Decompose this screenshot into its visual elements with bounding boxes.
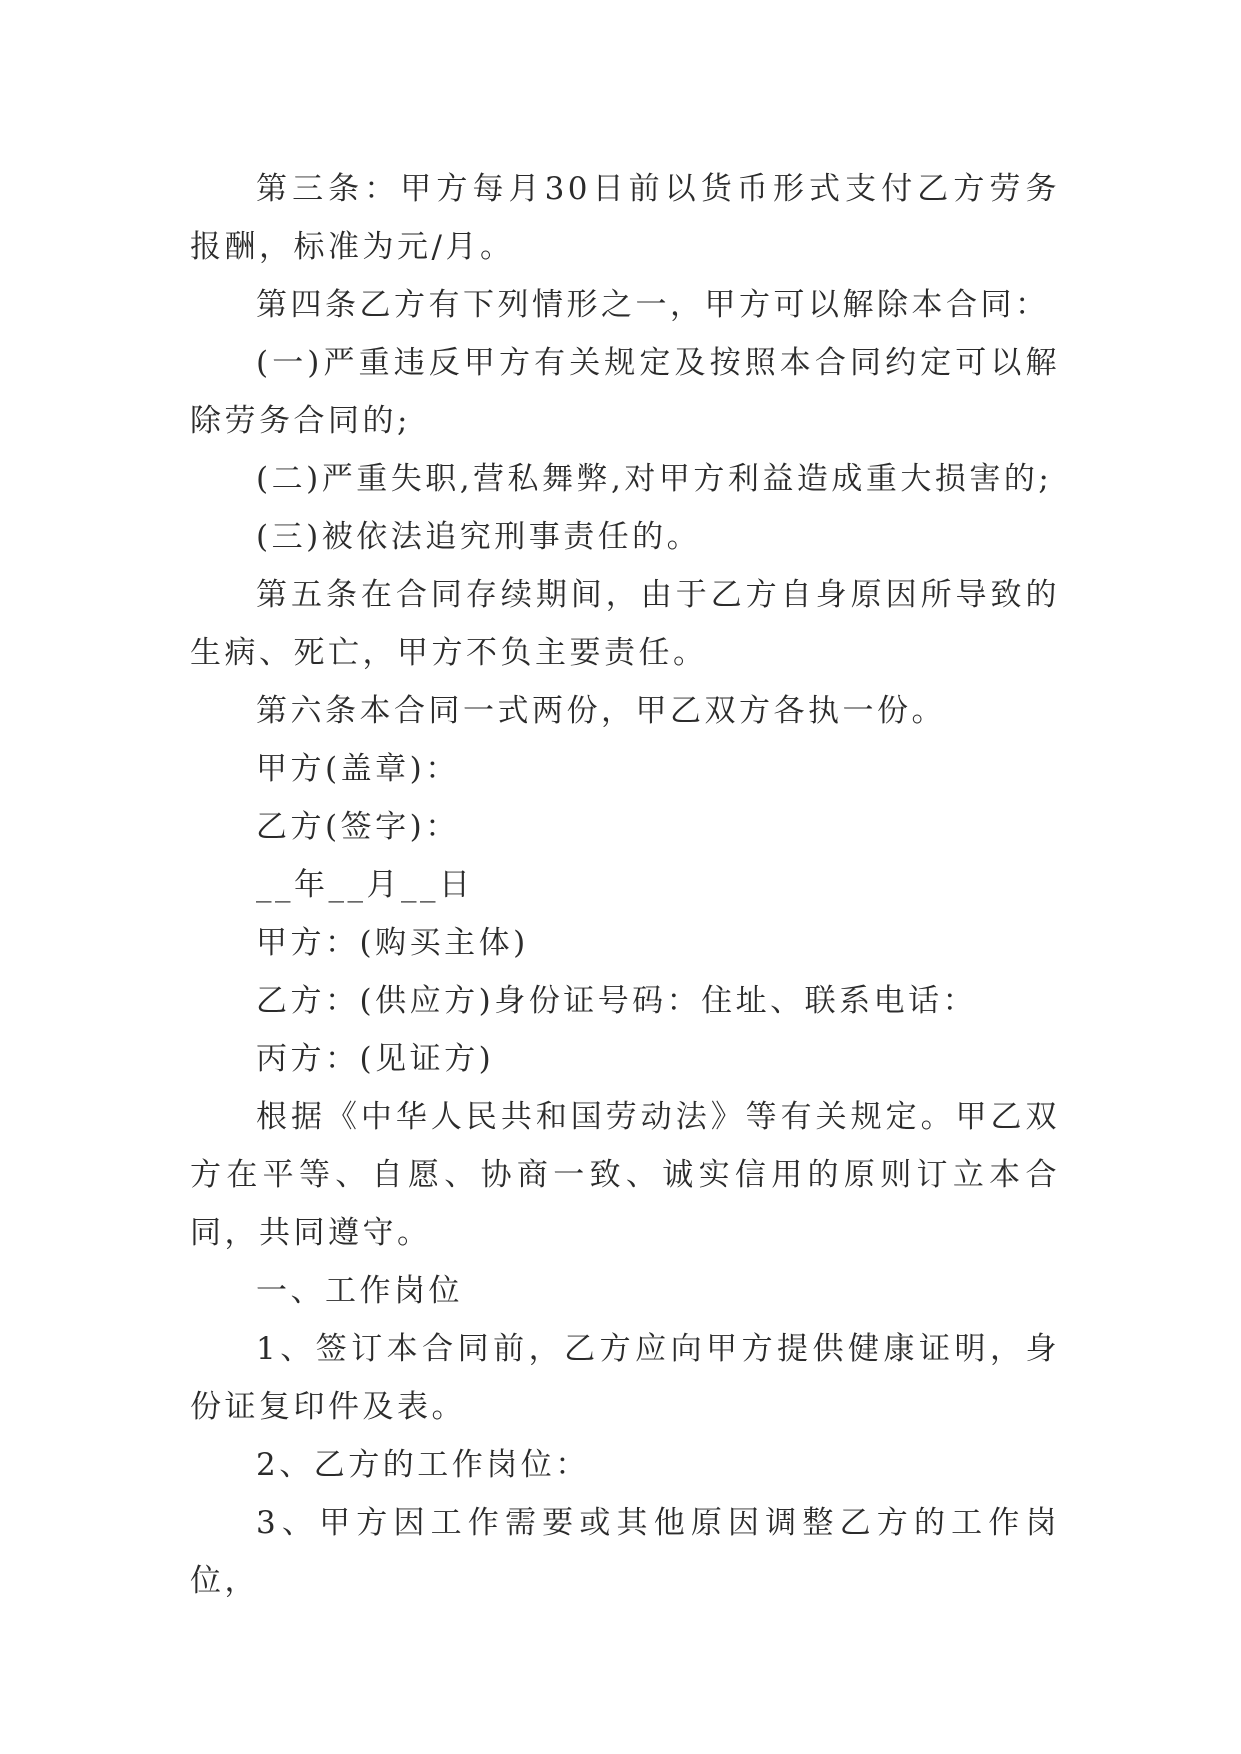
paragraph-preamble: 根据《中华人民共和国劳动法》等有关规定。甲乙双方在平等、自愿、协商一致、诚实信用的原则订立本合同，共同遵守。 (190, 1099, 1060, 1251)
date-line: __年__月__日 (256, 867, 474, 903)
paragraph-article-5: 第五条在合同存续期间，由于乙方自身原因所导致的生病、死亡，甲方不负主要责任。 (190, 577, 1060, 671)
paragraph-article-3: 第三条：甲方每月30日前以货币形式支付乙方劳务报酬，标准为元/月。 (190, 171, 1060, 265)
paragraph-item-2: 2、乙方的工作岗位： (256, 1447, 590, 1483)
paragraph-clause-1: (一)严重违反甲方有关规定及按照本合同约定可以解除劳务合同的; (190, 345, 1060, 439)
paragraph-article-4: 第四条乙方有下列情形之一，甲方可以解除本合同： (256, 287, 1050, 323)
section-heading-work-position: 一、工作岗位 (256, 1273, 463, 1309)
party-c-line: 丙方：(见证方) (256, 1041, 495, 1077)
party-b-line: 乙方：(供应方)身份证号码：住址、联系电话： (256, 983, 978, 1019)
party-a-seal-line: 甲方(盖章)： (256, 751, 460, 787)
paragraph-article-6: 第六条本合同一式两份，甲乙双方各执一份。 (256, 693, 946, 729)
document-body (190, 160, 1060, 1610)
party-b-signature-line: 乙方(签字)： (256, 809, 460, 845)
paragraph-item-1: 1、签订本合同前，乙方应向甲方提供健康证明，身份证复印件及表。 (190, 1331, 1060, 1425)
paragraph-item-3: 3、甲方因工作需要或其他原因调整乙方的工作岗位， (190, 1505, 1060, 1599)
party-a-line: 甲方：(购买主体) (256, 925, 529, 961)
paragraph-clause-3: (三)被依法追究刑事责任的。 (256, 519, 702, 555)
paragraph-clause-2: (二)严重失职,营私舞弊,对甲方利益造成重大损害的; (256, 461, 1053, 497)
